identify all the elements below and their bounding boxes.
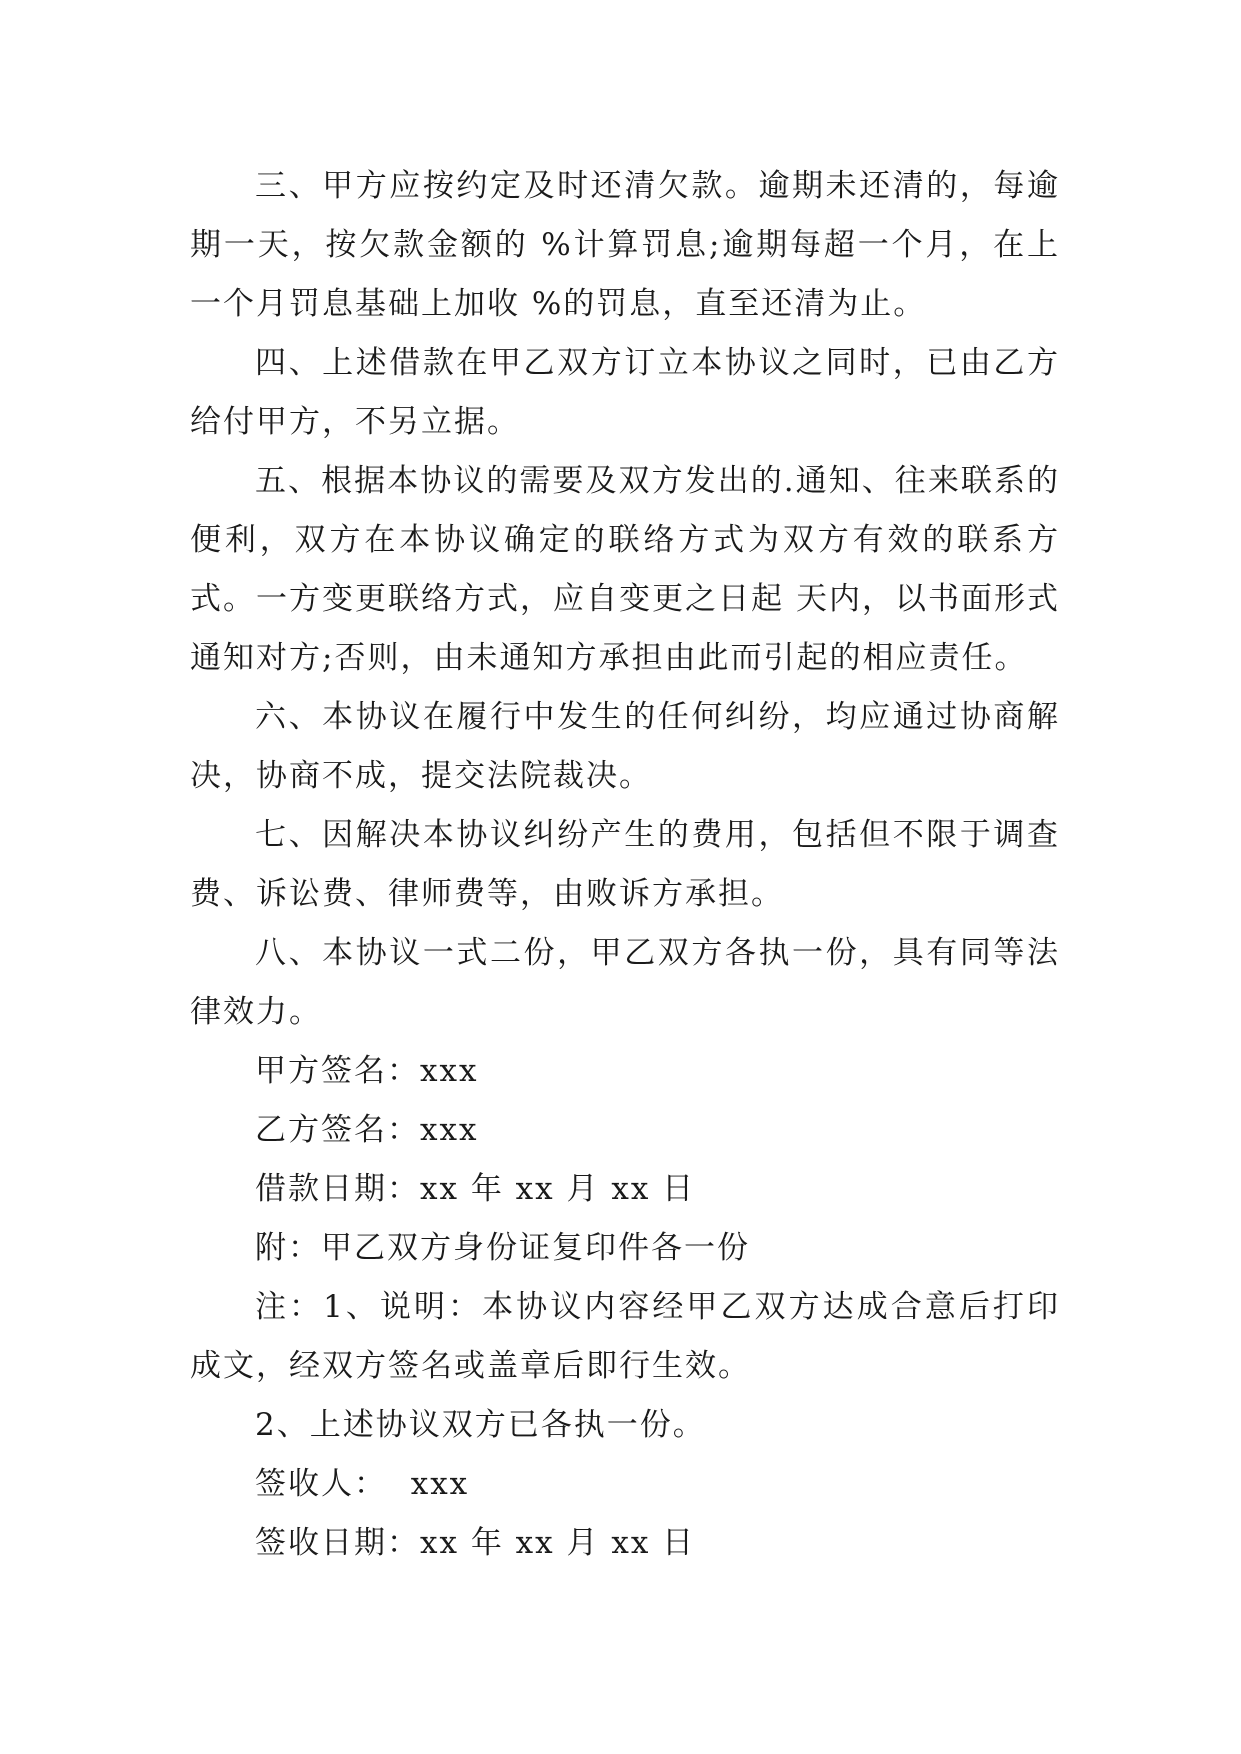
document-body: [190, 157, 1060, 1573]
loan-date: 借款日期：xx 年 xx 月 xx 日: [255, 1171, 696, 1207]
clause-7: 七、因解决本协议纠纷产生的费用，包括但不限于调查费、诉讼费、律师费等，由败诉方承担。: [190, 817, 1060, 912]
clause-6: 六、本协议在履行中发生的任何纠纷，均应通过协商解决，协商不成，提交法院裁决。: [190, 699, 1060, 794]
receipt-date: 签收日期：xx 年 xx 月 xx 日: [255, 1525, 696, 1561]
clause-4: 四、上述借款在甲乙双方订立本协议之同时，已由乙方给付甲方，不另立据。: [190, 345, 1060, 440]
attachment-note: 附：甲乙双方身份证复印件各一份: [255, 1230, 750, 1266]
party-a-signature: 甲方签名：xxx: [255, 1053, 479, 1089]
note-1: 注：1、说明：本协议内容经甲乙双方达成合意后打印成文，经双方签名或盖章后即行生效。: [190, 1289, 1060, 1384]
clause-3: 三、甲方应按约定及时还清欠款。逾期未还清的，每逾期一天，按欠款金额的 %计算罚息;逾期每超一个月，在上一个月罚息基础上加收 %的罚息，直至还清为止。: [190, 168, 1060, 322]
party-b-signature: 乙方签名：xxx: [255, 1112, 479, 1148]
clause-8: 八、本协议一式二份，甲乙双方各执一份，具有同等法律效力。: [190, 935, 1060, 1030]
note-2: 2、上述协议双方已各执一份。: [255, 1407, 706, 1443]
recipient-signature: 签收人： xxx: [255, 1466, 470, 1502]
clause-5: 五、根据本协议的需要及双方发出的.通知、往来联系的便利，双方在本协议确定的联络方式为双方有效的联系方式。一方变更联络方式，应自变更之日起 天内，以书面形式通知对方;否则，由未通知方承担由此而引起的相应责任。: [190, 463, 1060, 676]
